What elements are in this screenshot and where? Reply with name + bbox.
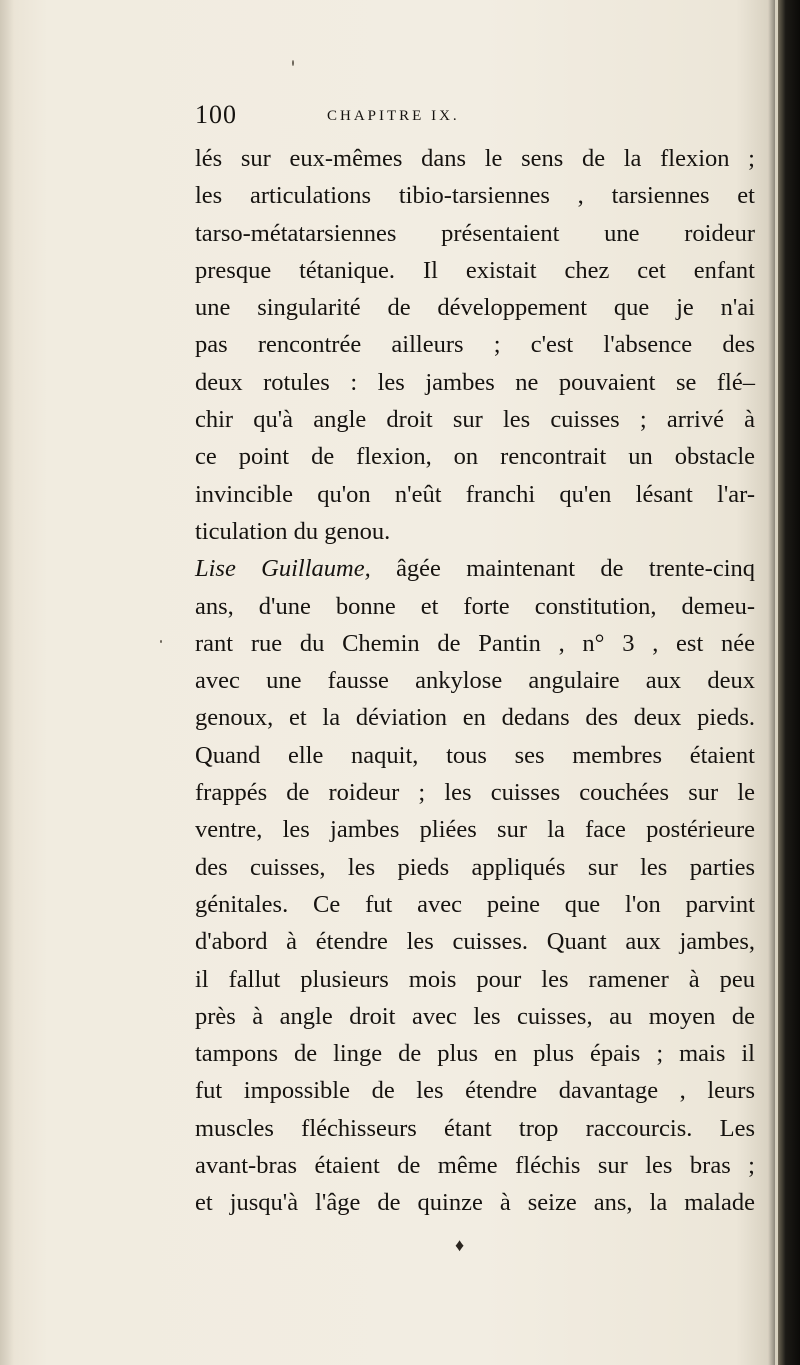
text-line: d'abord à étendre les cuisses. Quant aux jambes, <box>195 928 755 956</box>
text-line: génitales. Ce fut avec peine que l'on parvint <box>195 890 755 918</box>
page-number: 100 <box>195 100 237 129</box>
text-line: fut impossible de les étendre davantage , leurs <box>195 1077 755 1105</box>
text-line: invincible qu'on n'eût franchi qu'en lésant l'ar- <box>195 480 755 508</box>
paper-speck <box>292 60 294 66</box>
text-line: frappés de roideur ; les cuisses couchées sur le <box>195 779 755 807</box>
text-line: lés sur eux-mêmes dans le sens de la flexion ; <box>195 145 755 172</box>
text-line: des cuisses, les pieds appliqués sur les parties <box>195 853 755 881</box>
text-line: ticulation du genou. <box>195 517 391 545</box>
text-line: les articulations tibio-tarsiennes , tarsiennes et <box>195 182 755 210</box>
text-line: presque tétanique. Il existait chez cet enfant <box>195 256 755 284</box>
text-line: tarso-métatarsiennes présentaient une roideur <box>195 219 755 247</box>
page-header <box>195 100 755 140</box>
text-line: avec une fausse ankylose angulaire aux deux <box>195 667 755 695</box>
body-text <box>195 140 755 1222</box>
text-line: genoux, et la déviation en dedans des deux pieds. <box>195 704 755 732</box>
text-line: muscles fléchisseurs étant trop raccourcis. Les <box>195 1114 755 1142</box>
text-line: et jusqu'à l'âge de quinze à seize ans, la malade <box>195 1189 755 1217</box>
text-line: près à angle droit avec les cuisses, au moyen de <box>195 1002 755 1030</box>
text-line: chir qu'à angle droit sur les cuisses ; arrivé à <box>195 406 755 434</box>
text-line: ans, d'une bonne et forte constitution, demeu- <box>195 592 755 620</box>
text-line: Quand elle naquit, tous ses membres étaient <box>195 741 755 769</box>
page-gutter-shadow <box>0 0 14 1365</box>
ornament-icon: ♦ <box>455 1235 465 1255</box>
running-head: CHAPITRE IX. <box>327 108 460 124</box>
text-line: avant-bras étaient de même fléchis sur les bras ; <box>195 1152 755 1180</box>
text-line: il fallut plusieurs mois pour les ramener à peu <box>195 965 755 993</box>
text-line: ce point de flexion, on rencontrait un obstacle <box>195 443 755 471</box>
text-line: une singularité de développement que je n'ai <box>195 294 755 322</box>
paper-speck <box>160 640 162 643</box>
text-line-continuation: âgée maintenant de trente-cinq <box>396 555 755 583</box>
text-line: deux rotules : les jambes ne pouvaient se flé– <box>195 368 755 396</box>
text-line: tampons de linge de plus en plus épais ; mais il <box>195 1040 755 1068</box>
text-line: rant rue du Chemin de Pantin , n° 3 , est née <box>195 629 755 657</box>
italic-name: Lise Guillaume, <box>195 555 371 583</box>
book-binding <box>778 0 800 1365</box>
text-line: pas rencontrée ailleurs ; c'est l'absence des <box>195 331 755 359</box>
text-line: ventre, les jambes pliées sur la face postérieure <box>195 816 755 844</box>
paragraph-first-line <box>195 550 755 587</box>
